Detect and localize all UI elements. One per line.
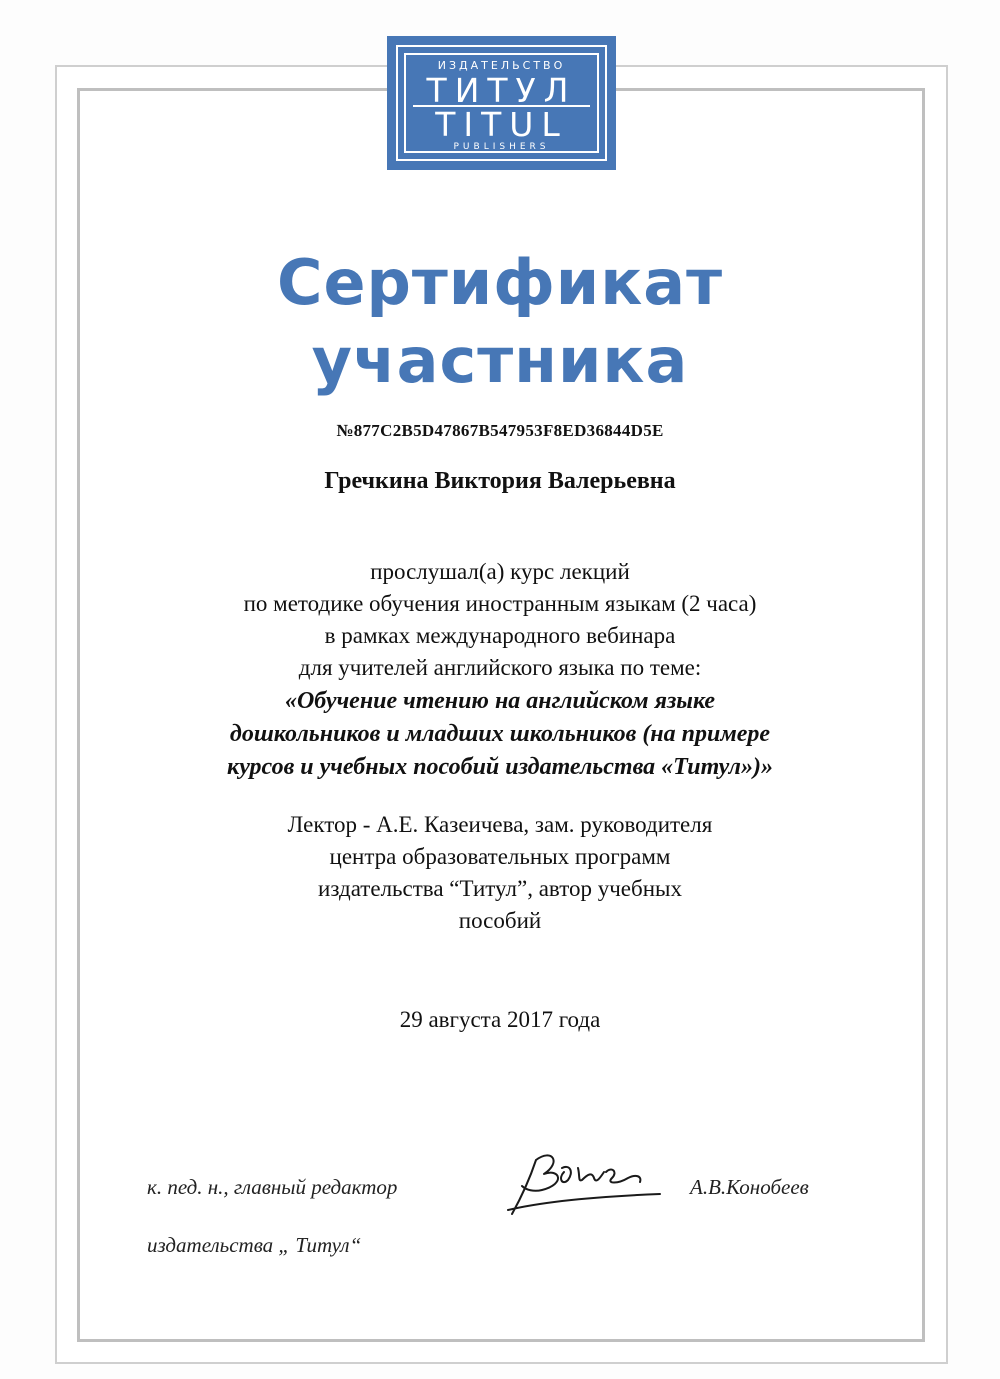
body-line: в рамках международного вебинара	[324, 623, 676, 648]
titul-publishers-logo	[387, 36, 616, 170]
participant-name: Гречкина Виктория Валерьевна	[324, 468, 676, 494]
handwritten-signature	[500, 1138, 665, 1223]
certificate-title-line2: участника	[311, 324, 689, 397]
topic-line: курсов и учебных пособий издательства «Титул»)»	[227, 754, 773, 780]
svg-text:PUBLISHERS: PUBLISHERS	[453, 142, 550, 152]
svg-text:ТИТУЛ: ТИТУЛ	[426, 71, 577, 110]
body-line: прослушал(а) курс лекций	[370, 559, 630, 584]
issue-date: 29 августа 2017 года	[399, 1007, 601, 1032]
lecturer-line: издательства “Титул”, автор учебных	[318, 876, 682, 901]
topic-line: дошкольников и младших школьников (на примере	[229, 721, 771, 747]
body-line: для учителей английского языка по теме:	[298, 655, 702, 680]
certificate-number: №877C2B5D47867B547953F8ED36844D5E	[336, 421, 664, 440]
svg-text:TITUL: TITUL	[435, 105, 568, 144]
topic-line: «Обучение чтению на английском языке	[284, 688, 716, 714]
signatory-role-line2: издательства „ Титул“	[147, 1233, 362, 1257]
signatory-name: А.В.Конобеев	[690, 1175, 809, 1199]
certificate-title-line1: Сертификат	[276, 246, 724, 319]
signatory-role-line1: к. пед. н., главный редактор	[147, 1175, 398, 1199]
lecturer-line: центра образовательных программ	[329, 844, 671, 869]
lecturer-line: пособий	[458, 908, 542, 933]
logo-graphic	[387, 36, 616, 170]
body-line: по методике обучения иностранным языкам (2 часа)	[243, 591, 757, 616]
svg-text:ИЗДАТЕЛЬСТВО: ИЗДАТЕЛЬСТВО	[437, 59, 566, 72]
lecturer-line: Лектор - А.Е. Казеичева, зам. руководителя	[287, 812, 713, 837]
